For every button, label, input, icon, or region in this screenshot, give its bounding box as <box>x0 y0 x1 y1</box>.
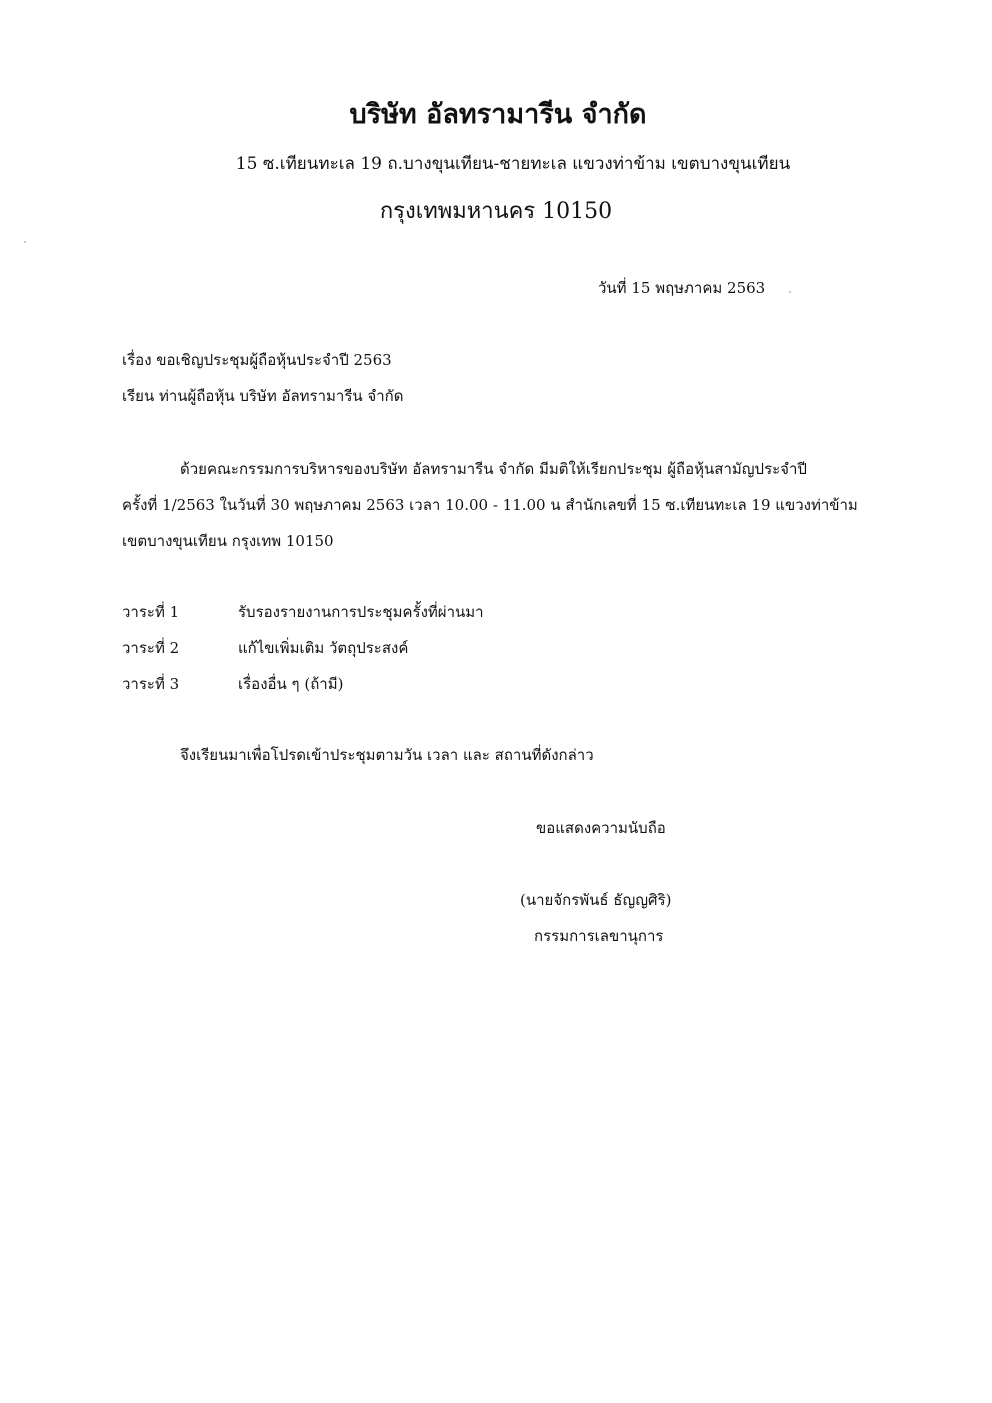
body-paragraph <box>122 455 912 563</box>
scan-speck <box>24 241 26 243</box>
letter-date: วันที่ 15 พฤษภาคม 2563 <box>598 279 766 297</box>
agenda-number: วาระที่ 2 <box>122 639 180 657</box>
scan-speck <box>789 291 791 293</box>
agenda-item <box>122 634 484 670</box>
body-line: เขตบางขุนเทียน กรุงเทพ 10150 <box>122 532 334 550</box>
closing-regards: ขอแสดงความนับถือ <box>536 819 666 837</box>
signer-title: กรรมการเลขานุการ <box>534 927 664 945</box>
closing-sentence: จึงเรียนมาเพื่อโปรดเข้าประชุมตามวัน เวลา และ สถานที่ดังกล่าว <box>180 746 594 764</box>
signer-name: (นายจักรพันธ์ ธัญญศิริ) <box>520 891 672 909</box>
agenda-text: แก้ไขเพิ่มเติม วัตถุประสงค์ <box>238 639 409 657</box>
company-address-line-1: 15 ซ.เทียนทะเล 19 ถ.บางขุนเทียน-ชายทะเล แขวงท่าข้าม เขตบางขุนเทียน <box>235 154 791 174</box>
agenda-list <box>122 598 484 706</box>
company-address-line-2: กรุงเทพมหานคร 10150 <box>379 199 613 224</box>
body-line: ครั้งที่ 1/2563 ในวันที่ 30 พฤษภาคม 2563 เวลา 10.00 - 11.00 น สำนักเลขที่ 15 ซ.เทียนทะเล 19 แขวงท่าข้าม <box>122 496 858 514</box>
agenda-item <box>122 670 484 706</box>
letter-recipient: เรียน ท่านผู้ถือหุ้น บริษัท อัลทรามารีน จำกัด <box>122 387 404 405</box>
agenda-item <box>122 598 484 634</box>
agenda-text: เรื่องอื่น ๆ (ถ้ามี) <box>238 675 344 693</box>
letter-subject: เรื่อง ขอเชิญประชุมผู้ถือหุ้นประจำปี 2563 <box>122 351 392 369</box>
body-line: ด้วยคณะกรรมการบริหารของบริษัท อัลทรามารีน จำกัด มีมติให้เรียกประชุม ผู้ถือหุ้นสามัญประจำปี <box>180 460 807 478</box>
agenda-number: วาระที่ 1 <box>122 603 180 621</box>
agenda-number: วาระที่ 3 <box>122 675 180 693</box>
company-name: บริษัท อัลทรามารีน จำกัด <box>349 99 647 130</box>
agenda-text: รับรองรายงานการประชุมครั้งที่ผ่านมา <box>238 603 484 621</box>
